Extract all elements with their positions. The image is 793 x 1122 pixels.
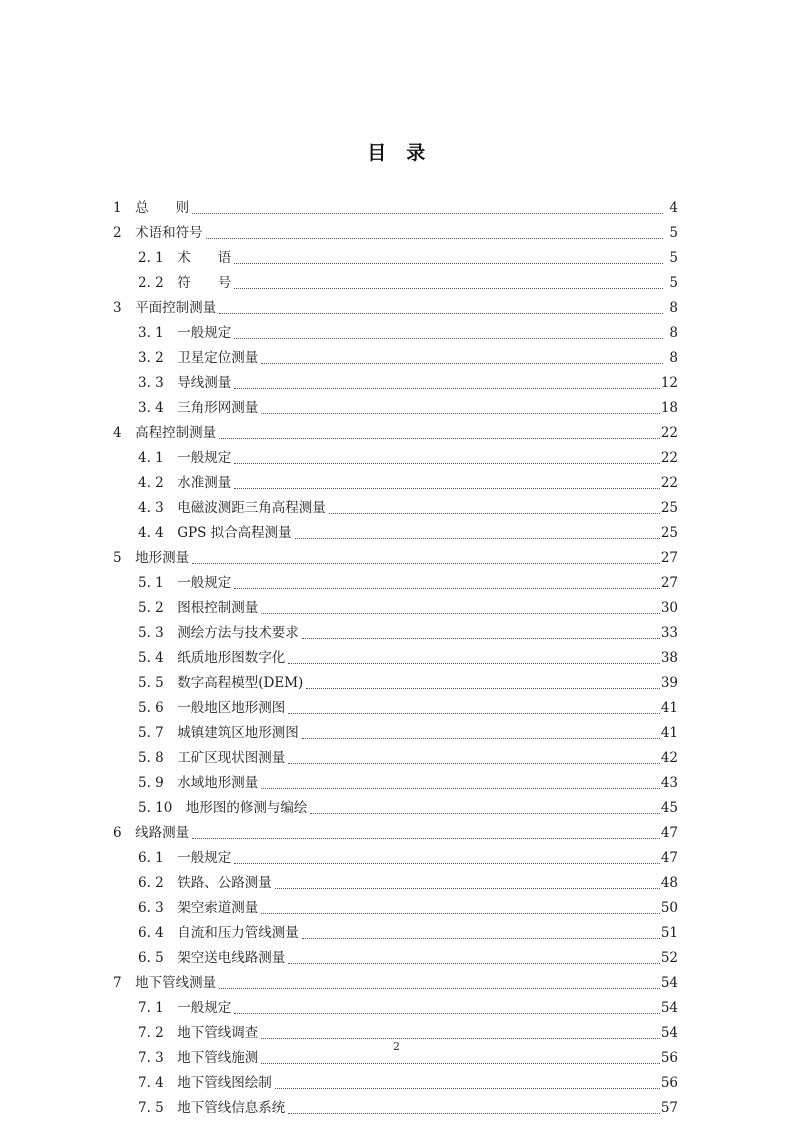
toc-entry-gap [164,273,178,293]
toc-dot-leader [329,503,660,517]
toc-entry-gap [164,698,178,718]
toc-entry[interactable] [113,493,678,518]
toc-entry-label: 架空索道测量 [177,900,259,916]
toc-entry-page-number: 8 [669,300,678,316]
toc-entry-gap [164,473,178,493]
toc-entry-gap [164,523,178,543]
toc-entry-page-number: 33 [660,625,678,641]
toc-entry[interactable] [113,718,678,743]
toc-dot-leader [234,478,660,492]
toc-entry-gap [122,223,136,243]
toc-entry-gap [164,373,178,393]
toc-dot-leader [219,978,660,992]
toc-entry-page-number: 54 [660,1025,678,1041]
toc-entry[interactable] [113,368,678,393]
toc-entry-label: 纸质地形图数字化 [177,650,286,666]
toc-entry-label: 三角形网测量 [177,400,259,416]
toc-entry[interactable] [113,918,678,943]
toc-dot-leader [261,903,660,917]
toc-entry-page-number: 57 [660,1100,678,1116]
toc-entry[interactable] [113,868,678,893]
toc-entry-page-number: 12 [660,375,678,391]
toc-dot-leader [261,353,663,367]
toc-dot-leader [234,253,663,267]
toc-entry[interactable] [113,518,678,543]
toc-entry-gap [164,248,178,268]
toc-entry-page-number: 48 [660,875,678,891]
toc-entry-gap [164,948,178,968]
toc-entry-page-number: 5 [669,250,678,266]
toc-dot-leader [234,453,660,467]
toc-dot-leader [306,678,660,692]
toc-dot-leader [219,303,663,317]
toc-entry[interactable] [113,668,678,693]
toc-entry-page-number: 50 [660,900,678,916]
toc-dot-leader [219,428,660,442]
toc-entry-gap [164,848,178,868]
toc-entry-page-number: 4 [669,200,678,216]
toc-entry-number: 3. 1 [138,325,164,341]
toc-entry-label: 城镇建筑区地形测图 [177,725,299,741]
toc-entry-label: 一般地区地形测图 [177,700,286,716]
toc-dot-leader [288,653,660,667]
toc-entry-label: 术语和符号 [135,225,203,241]
toc-entry-gap [122,973,136,993]
toc-entry-gap [164,323,178,343]
toc-entry-gap [164,348,178,368]
toc-dot-leader [288,1103,660,1117]
toc-entry-gap [164,648,178,668]
toc-entry-number: 4. 2 [138,475,164,491]
toc-entry[interactable] [113,943,678,968]
toc-dot-leader [302,728,660,742]
toc-entry-page-number: 42 [660,750,678,766]
toc-dot-leader [288,703,660,717]
toc-entry[interactable] [113,218,678,243]
toc-entry-page-number: 5 [669,275,678,291]
toc-entry-number: 7. 5 [138,1100,164,1116]
toc-dot-leader [261,1053,660,1067]
toc-dot-leader [275,1078,660,1092]
toc-entry[interactable] [113,993,678,1018]
toc-entry[interactable] [113,568,678,593]
toc-entry-number: 5. 8 [138,750,164,766]
toc-entry-page-number: 25 [660,525,678,541]
toc-entry-number: 6. 3 [138,900,164,916]
toc-entry[interactable] [113,293,678,318]
toc-entry-number: 1 [113,200,122,216]
toc-entry-label: GPS 拟合高程测量 [177,525,292,541]
toc-entry-gap [164,723,178,743]
toc-entry-page-number: 51 [660,925,678,941]
toc-entry-gap [122,423,136,443]
toc-entry-gap [164,623,178,643]
toc-entry[interactable] [113,268,678,293]
toc-entry-label: 一般规定 [177,450,232,466]
toc-entry-label: 一般规定 [177,850,232,866]
toc-entry-gap [164,873,178,893]
toc-dot-leader [192,203,663,217]
toc-entry-label: 水准测量 [177,475,232,491]
toc-entry[interactable] [113,343,678,368]
toc-entry-label: 一般规定 [177,575,232,591]
toc-entry-gap [164,573,178,593]
toc-entry[interactable] [113,743,678,768]
toc-entry-gap [164,998,178,1018]
toc-entry-label: 术 语 [177,250,232,266]
toc-entry-number: 2. 1 [138,250,164,266]
toc-entry-label: 自流和压力管线测量 [177,925,299,941]
toc-entry[interactable] [113,843,678,868]
toc-entry-label: 线路测量 [135,825,190,841]
toc-entry-gap [164,923,178,943]
toc-entry[interactable] [113,543,678,568]
toc-entry-page-number: 52 [660,950,678,966]
toc-dot-leader [206,228,663,242]
toc-dot-leader [261,403,660,417]
toc-entry-label: 导线测量 [177,375,232,391]
toc-entry-page-number: 8 [669,325,678,341]
toc-entry-page-number: 30 [660,600,678,616]
toc-entry-label: 地下管线调查 [177,1025,259,1041]
toc-entry-number: 3 [113,300,122,316]
toc-entry[interactable] [113,818,678,843]
toc-entry-number: 3. 3 [138,375,164,391]
toc-entry[interactable] [113,193,678,218]
toc-entry[interactable] [113,318,678,343]
toc-entry[interactable] [113,593,678,618]
toc-entry-label: 地形测量 [135,550,190,566]
toc-dot-leader [234,853,660,867]
toc-entry-page-number: 45 [660,800,678,816]
toc-entry-label: 地下管线信息系统 [177,1100,286,1116]
toc-entry[interactable] [113,618,678,643]
toc-entry[interactable] [113,1068,678,1093]
toc-dot-leader [234,278,663,292]
toc-entry-number: 4. 3 [138,500,164,516]
footer-page-number: 2 [393,1040,400,1053]
toc-entry-number: 3. 4 [138,400,164,416]
toc-entry-label: 测绘方法与技术要求 [177,625,299,641]
toc-entry[interactable] [113,243,678,268]
table-of-contents-list [113,193,678,1118]
toc-entry-label: 一般规定 [177,1000,232,1016]
toc-entry-label: 地下管线图绘制 [177,1075,272,1091]
toc-entry-number: 6 [113,825,122,841]
toc-entry-number: 7. 3 [138,1050,164,1066]
toc-entry-gap [172,798,186,818]
toc-dot-leader [275,878,660,892]
toc-entry-number: 5 [113,550,122,566]
toc-entry[interactable] [113,968,678,993]
toc-entry-page-number: 41 [660,700,678,716]
toc-dot-leader [261,778,660,792]
toc-entry-label: 架空送电线路测量 [177,950,286,966]
toc-entry-number: 5. 10 [138,800,173,816]
toc-dot-leader [192,828,660,842]
toc-entry-gap [164,773,178,793]
toc-entry[interactable] [113,443,678,468]
toc-entry-page-number: 47 [660,850,678,866]
toc-entry-gap [164,448,178,468]
toc-entry-page-number: 18 [660,400,678,416]
toc-dot-leader [302,928,660,942]
toc-dot-leader [234,328,663,342]
toc-entry-label: 数字高程模型(DEM) [177,675,304,691]
toc-entry-number: 7. 4 [138,1075,164,1091]
toc-entry-page-number: 22 [660,475,678,491]
toc-entry-page-number: 22 [660,425,678,441]
toc-entry-number: 5. 5 [138,675,164,691]
toc-entry-page-number: 56 [660,1075,678,1091]
toc-entry-page-number: 43 [660,775,678,791]
toc-entry[interactable] [113,768,678,793]
toc-entry-number: 4. 4 [138,525,164,541]
page-title: 目 录 [367,142,426,164]
toc-dot-leader [295,528,660,542]
toc-entry-number: 5. 2 [138,600,164,616]
toc-entry-page-number: 54 [660,1000,678,1016]
toc-entry-gap [164,1073,178,1093]
toc-entry-page-number: 25 [660,500,678,516]
toc-entry-gap [164,598,178,618]
toc-entry[interactable] [113,793,678,818]
toc-entry-gap [164,498,178,518]
toc-entry-label: 地下管线测量 [135,975,217,991]
toc-entry-gap [164,898,178,918]
toc-entry-number: 5. 1 [138,575,164,591]
toc-entry-page-number: 41 [660,725,678,741]
toc-entry-label: 符 号 [177,275,232,291]
toc-entry[interactable] [113,468,678,493]
toc-entry-label: 高程控制测量 [135,425,217,441]
toc-entry-label: 电磁波测距三角高程测量 [177,500,326,516]
toc-entry-label: 卫星定位测量 [177,350,259,366]
toc-entry-gap [164,748,178,768]
toc-entry-label: 地形图的修测与编绘 [185,800,308,816]
toc-entry-number: 5. 7 [138,725,164,741]
toc-entry[interactable] [113,693,678,718]
toc-entry-page-number: 22 [660,450,678,466]
toc-dot-leader [310,803,659,817]
toc-entry-number: 6. 1 [138,850,164,866]
toc-entry-number: 5. 4 [138,650,164,666]
toc-entry-number: 4 [113,425,122,441]
toc-entry-number: 5. 9 [138,775,164,791]
toc-entry-number: 2. 2 [138,275,164,291]
toc-entry[interactable] [113,1093,678,1118]
toc-entry-label: 工矿区现状图测量 [177,750,286,766]
toc-dot-leader [302,628,660,642]
toc-entry[interactable] [113,418,678,443]
toc-dot-leader [192,553,660,567]
toc-entry-number: 7. 2 [138,1025,164,1041]
toc-entry-label: 铁路、公路测量 [177,875,272,891]
toc-entry-label: 地下管线施测 [177,1050,259,1066]
toc-entry-label: 平面控制测量 [135,300,217,316]
toc-entry-label: 水域地形测量 [177,775,259,791]
toc-entry-number: 7. 1 [138,1000,164,1016]
toc-dot-leader [234,378,660,392]
toc-dot-leader [288,753,660,767]
toc-entry-number: 5. 3 [138,625,164,641]
toc-entry-page-number: 54 [660,975,678,991]
toc-entry-number: 7 [113,975,122,991]
toc-entry-gap [122,548,136,568]
toc-entry-page-number: 56 [660,1050,678,1066]
toc-entry-gap [164,398,178,418]
toc-entry-number: 5. 6 [138,700,164,716]
toc-entry-page-number: 47 [660,825,678,841]
toc-entry-gap [164,673,178,693]
toc-dot-leader [234,1003,660,1017]
toc-entry-gap [122,823,136,843]
toc-entry-number: 4. 1 [138,450,164,466]
toc-entry[interactable] [113,393,678,418]
toc-entry-number: 6. 4 [138,925,164,941]
toc-dot-leader [234,578,660,592]
toc-entry[interactable] [113,643,678,668]
toc-entry-label: 一般规定 [177,325,232,341]
toc-dot-leader [288,953,660,967]
toc-entry-label: 图根控制测量 [177,600,259,616]
toc-entry-page-number: 27 [660,550,678,566]
toc-entry-page-number: 39 [660,675,678,691]
toc-entry-page-number: 5 [669,225,678,241]
toc-entry-gap [122,198,136,218]
toc-entry-page-number: 38 [660,650,678,666]
toc-entry-number: 3. 2 [138,350,164,366]
toc-dot-leader [261,603,660,617]
toc-entry-label: 总 则 [135,200,190,216]
toc-entry-page-number: 27 [660,575,678,591]
toc-entry-gap [164,1098,178,1118]
toc-entry-number: 6. 2 [138,875,164,891]
toc-entry-number: 6. 5 [138,950,164,966]
toc-entry[interactable] [113,893,678,918]
toc-entry-page-number: 8 [669,350,678,366]
toc-entry-gap [122,298,136,318]
toc-entry-number: 2 [113,225,122,241]
